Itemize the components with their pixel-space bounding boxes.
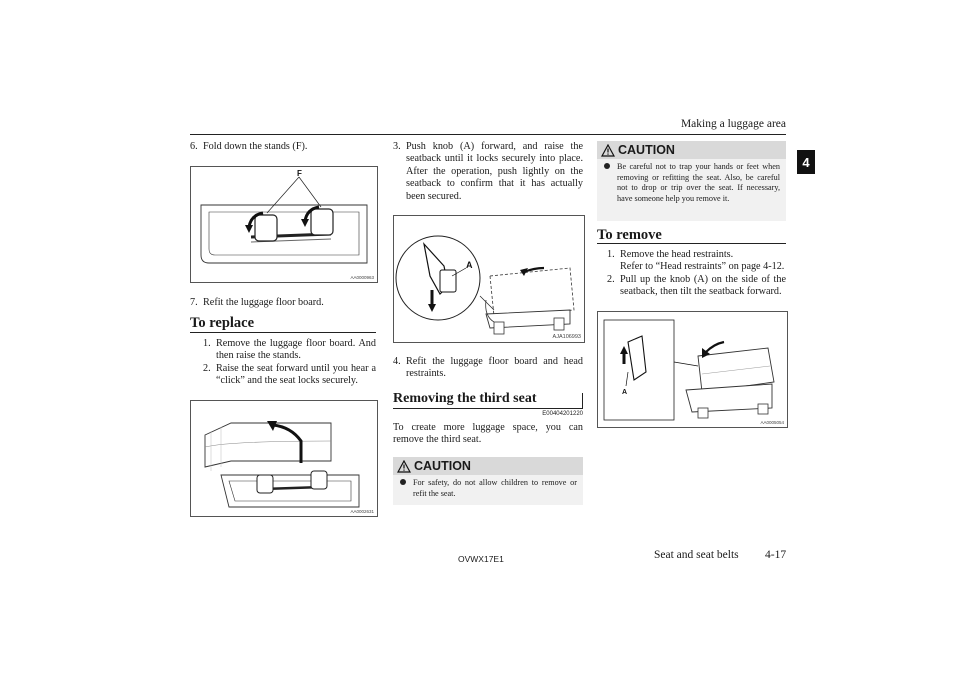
heading-rule — [597, 243, 786, 244]
replace-step-1: 1. Remove the luggage floor board. And then raise the stands. — [203, 338, 376, 362]
chapter-tab-number: 4 — [802, 154, 810, 170]
figure-push-knob — [393, 215, 585, 343]
figure-code: AJA106993 — [552, 334, 581, 340]
figure-raise-seat — [190, 400, 378, 517]
section-title: Making a luggage area — [680, 118, 786, 130]
figure-code: AA0005054 — [760, 420, 784, 425]
heading-rule — [190, 332, 376, 333]
bullet-icon — [604, 163, 610, 169]
step-6: 6. Fold down the stands (F). — [190, 141, 308, 152]
caution-header — [393, 457, 583, 475]
figure-label-f: F — [297, 169, 302, 178]
remove-step-1: 1. Remove the head restraints. Refer to “Head restraints” on page 4-12. — [607, 249, 785, 273]
header-rule — [190, 134, 786, 135]
caution-title: CAUTION — [414, 459, 471, 473]
replace-step-2: 2. Raise the seat forward until you hear a “click” and the seat locks securely. — [203, 363, 376, 387]
heading-to-remove: To remove — [597, 227, 662, 243]
figure-code: AA0000963 — [350, 275, 374, 280]
figure-fold-stands — [190, 166, 378, 283]
caution-text: For safety, do not allow children to remove or refit the seat. — [393, 475, 583, 503]
heading-removing-third-seat: Removing the third seat — [393, 391, 537, 406]
section-code: E00404201220 — [542, 411, 583, 417]
step-4: 4. Refit the luggage floor board and head restraints. — [393, 356, 583, 380]
figure-label-a: A — [622, 389, 628, 396]
figure-code: AA0002631 — [350, 509, 374, 514]
step-7: 7. Refit the luggage floor board. — [190, 297, 324, 308]
heading-rule-tick — [582, 393, 583, 409]
figure-label-a: A — [466, 260, 473, 270]
heading-to-replace: To replace — [190, 315, 255, 331]
caution-text: Be careful not to trap your hands or feet when removing or refitting the seat. Also, be careful not to drop or trip over the seat. If necessary, have someone help you remove it. — [597, 159, 786, 208]
remove-step-2: 2. Pull up the knob (A) on the side of the seatback, then tilt the seatback forward. — [607, 274, 786, 298]
caution-box-children — [393, 457, 583, 505]
caution-box-trap — [597, 141, 786, 221]
intro-text: To create more luggage space, you can remove the third seat. — [393, 422, 583, 446]
warning-icon — [601, 144, 615, 157]
doc-code: OVWX17E1 — [458, 554, 504, 564]
step-3: 3. Push knob (A) forward, and raise the seatback until it locks securely into place. After the operation, push lightly on the seatback to confirm that it has actually been secured. — [393, 141, 583, 202]
warning-icon — [397, 460, 411, 473]
page-number: 4-17 — [765, 549, 787, 561]
bullet-icon — [400, 479, 406, 485]
chapter-tab — [797, 150, 815, 174]
figure-tilt-seatback — [597, 311, 788, 428]
heading-rule — [393, 408, 583, 409]
chapter-name: Seat and seat belts — [654, 549, 739, 561]
caution-header — [597, 141, 786, 159]
caution-title: CAUTION — [618, 143, 675, 157]
